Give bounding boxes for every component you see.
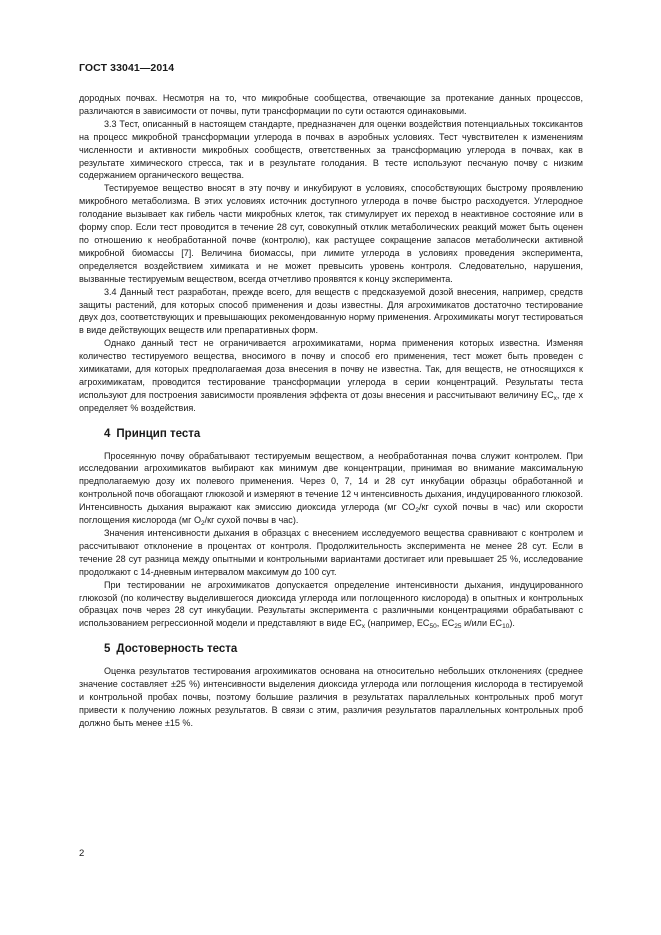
document-body xyxy=(79,92,583,730)
standard-code-header: ГОСТ 33041—2014 xyxy=(79,62,175,74)
paragraph-3-4-continued: Однако данный тест не ограничивается агрохимикатами, норма применения которых известна. Изменяя количество тестируемого вещества, вносимого в почву и способ его применения, тест может быть проведен с химикатами, для которых предполагаемая доза внесения в почву не известна. Так, для веществ, не относящихся к агрохимикатам, проводится тестирование трансформации углерода в серии концентраций. Результаты теста используют для построения зависимости проявления эффекта от дозы внесения и рассчитывают величину $EC_x$, где x определяет % воздействия. xyxy=(79,338,583,413)
section-title: Достоверность теста xyxy=(116,643,238,656)
section-4-paragraph-2: Значения интенсивности дыхания в образцах с внесением исследуемого вещества сравнивают с контролем и рассчитывают отклонение в процентах от контроля. Продолжительность эксперимента не менее 28 сут. Если в течение 28 сут разница между опытными и контрольными вариантами достигает или превышает 25 %, исследование продолжают с 14-дневным интервалом максимум до 100 сут. xyxy=(79,528,583,577)
section-number: 4 xyxy=(104,427,111,440)
page-number: 2 xyxy=(79,848,85,859)
section-4-paragraph-1: Просеянную почву обрабатывают тестируемым веществом, а необработанная почва служит контролем. При исследовании агрохимикатов выбирают как минимум две концентрации, принимая во внимание максимальную предполагаемую дозу их полевого применения. Через 0, 7, 14 и 28 сут инкубации образцы обработанной и контрольной почв обогащают глюкозой и измеряют в течение 12 ч интенсивность дыхания, индуцированного глюкозой. Интенсивность дыхания выражают как эмиссию диоксида углерода (мг $CO_2/кг$ сухой почвы в час) или скорости поглощения кислорода (мг $O_2/кг$ сухой почвы в час). xyxy=(79,450,584,528)
section-4-heading xyxy=(104,428,583,441)
section-4-paragraph-3: При тестировании не агрохимикатов допускается определение интенсивности дыхания, индуцированного глюкозой (по количеству выделившегося диоксида углерода или поглощенного кислорода) в опытных и контрольных образцах почв через 28 сут инкубации. Результаты эксперимента с различными концентрациями обрабатывают с использованием регрессионной модели и представляют в виде $EC_x$ (например, $EC_{50}$, $EC_{25}$ и/или $EC_{10}$). xyxy=(79,579,583,631)
paragraph-test-substance: Тестируемое вещество вносят в эту почву и инкубируют в условиях, способствующих быстрому проявлению микробного метаболизма. В этих условиях источник доступного углерода в почве быстро расходуется. Углеродное голодание вызывает как гибель части микробных клеток, так стимулирует их переход в неактивное состояние или в форму спор. Если тест проводится в течение 28 сут, совокупный отклик метаболических реакций может быть оценен по отношению к необработанной почве (контролю), как растущее сокращение запасов метаболически активной микробной биомассы [7]. Величина биомассы, при лимите углерода в условиях проведения эксперимента, определяется воздействием химиката и не может превысить уровень контроля. Следовательно, нарушения, вызванные тестируемым веществом, всегда отчетливо проявятся к концу эксперимента. xyxy=(79,183,583,284)
paragraph-3-4: 3.4 Данный тест разработан, прежде всего, для веществ с предсказуемой дозой внесения, например, средств защиты растений, для которых способ применения и дозы известны. Для агрохимикатов достаточно тестирование двух доз, соответствующих и превышающих рекомендованную норму применения. Агрохимикаты могут тестироваться в виде действующих веществ или препаративных форм. xyxy=(79,286,583,336)
section-5-paragraph-1: Оценка результатов тестирования агрохимикатов основана на относительно небольших отклонениях (среднее значение составляет ±25 %) интенсивности выделения диоксида углерода или поглощения кислорода в тестируемой и контрольной пробах почвы, поэтому большие различия в результатах параллельных контрольных проб могут привести к получению ложных результатов. В связи с этим, различия результатов параллельных контрольных проб должно быть менее ±15 %. xyxy=(79,666,583,728)
paragraph-3-3: 3.3 Тест, описанный в настоящем стандарте, предназначен для оценки воздействия потенциальных токсикантов на процесс микробной трансформации углерода в почвах в аэробных условиях. Тест чувствителен к изменениям численности и активности микробных сообществ, ответственных за трансформацию углерода в почвах, как в результате химического стресса, так и в результате голодания. В тесте используют песчаную почву с низким содержанием органического вещества. xyxy=(79,118,583,181)
paragraph-continuation: дородных почвах. Несмотря на то, что микробные сообщества, отвечающие за протекание данных процессов, различаются в зависимости от почвы, пути трансформации по сути остаются одинаковыми. xyxy=(79,93,583,116)
section-number: 5 xyxy=(104,643,111,656)
section-title: Принцип теста xyxy=(116,427,201,440)
section-5-heading xyxy=(104,643,583,656)
